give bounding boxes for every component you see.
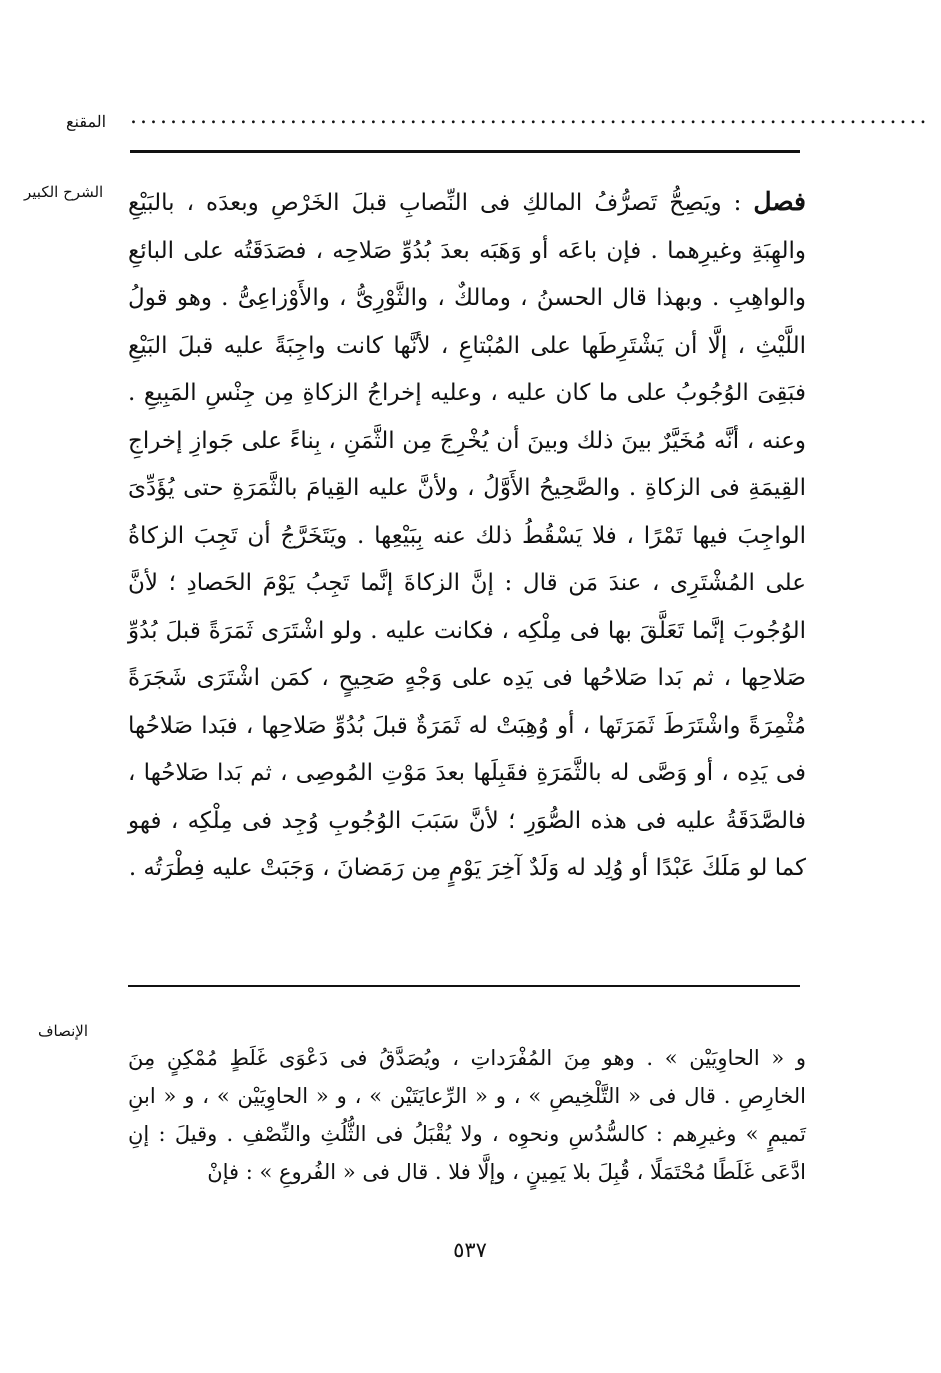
header-rule — [130, 150, 800, 153]
page-number: ٥٣٧ — [453, 1238, 487, 1262]
header-dotted-leader: ................................................................................ — [130, 104, 930, 129]
main-text-block — [128, 178, 806, 893]
insaf-text-block — [128, 1018, 806, 1212]
insaf-paragraph: و « الحاوِيَيْن » . وهو مِنَ المُفْرَداتِ ، ويُصَدَّقُ فى دَعْوَى غَلَطٍ مُمْكِنٍ مِنَ الخارِصِ . قال فى « التَّلْخِيصِ » ، و « الرِّعايَتَيْن » ، و « الحاوِيَيْن » ، و « ابنِ تَميمٍ » وغيرِهم : كالسُّدُسِ ونحوِه ، ولا يُقْبَلُ فى الثُّلُثِ والنِّصْفِ . وقيلَ : إنِ ادَّعَى غَلَطًا مُحْتَمَلًا ، قُبِلَ بلا يَمِينٍ ، وإلَّا فلا . قال فى « الفُروعِ » : فإنْ — [128, 1046, 806, 1184]
section-heading-fasl: فصل — [753, 187, 806, 216]
margin-label-insaf: الإنصاف — [38, 1022, 89, 1040]
footnote-separator — [128, 985, 800, 987]
margin-label-sharh: الشرح الكبير — [24, 183, 104, 201]
main-body-text: : ويَصِحُّ تَصرُّفُ المالكِ فى النِّصابِ قبلَ الخَرْصِ وبعدَه ، بالبَيْعِ والهِبَةِ وغيرِهما . فإن باعَه أو وَهَبَه بعدَ بُدُوِّ صَلاحِه ، فصَدَقَتُه على البائعِ والواهِبِ . وبهذا قال الحسنُ ، ومالكٌ ، والثَّوْرِىُّ ، والأَوْزاعِىُّ . وهو قولُ اللَّيْثِ ، إلَّا أن يَشْتَرِطَها على المُبْتاعِ ، لأنَّها كانت واجِبَةً عليه قبلَ البَيْعِ فبَقِىَ الوُجُوبُ على ما كان عليه ، وعليه إخراجُ الزكاةِ مِن جِنْسِ المَبِيعِ . وعنه ، أنَّه مُخَيَّرٌ بينَ ذلك وبينَ أن يُخْرِجَ مِن الثَّمَنِ ، بِناءً على جَوازِ إخراجِ القِيمَةِ فى الزكاةِ . والصَّحِيحُ الأَوَّلُ ، ولأنَّ عليه القِيامَ بالثَّمَرَةِ حتى يُؤَدِّىَ الواجِبَ فيها تَمْرًا ، فلا يَسْقُطُ ذلك عنه بِبَيْعِها . ويَتَخَرَّجُ أن تَجِبَ الزكاةُ على المُشْتَرِى ، عندَ مَن قال : إنَّ الزكاةَ إنَّما تَجِبُ يَوْمَ الحَصادِ ؛ لأنَّ الوُجُوبَ إنَّما تَعَلَّقَ بها فى مِلْكِه ، فكانت عليه . ولو اشْتَرَى ثَمَرَةً قبلَ بُدُوِّ صَلاحِها ، ثم بَدا صَلاحُها فى يَدِه على وَجْهٍ صَحِيحٍ ، كمَن اشْتَرَى شَجَرَةً مُثْمِرَةً واشْتَرَطَ ثَمَرَتَها ، أو وُهِبَتْ له ثَمَرَةٌ قبلَ بُدُوِّ صَلاحِها ، فبَدا صَلاحُها فى يَدِه ، أو وَصَّى له بالثَّمَرَةِ فقَبِلَها بعدَ مَوْتِ المُوصِى ، ثم بَدا صَلاحُها ، فالصَّدَقَةُ عليه فى هذه الصُّوَرِ ؛ لأنَّ سَبَبَ الوُجُوبِ وُجِد فى مِلْكِه ، فهو كما لو مَلَكَ عَبْدًا أو وُلِد له وَلَدٌ آخِرَ يَوْمٍ مِن رَمَضانَ ، وَجَبَتْ عليه فِطْرَتُه . — [128, 190, 806, 881]
running-title: المقنع — [66, 112, 107, 131]
main-paragraph — [128, 178, 806, 893]
